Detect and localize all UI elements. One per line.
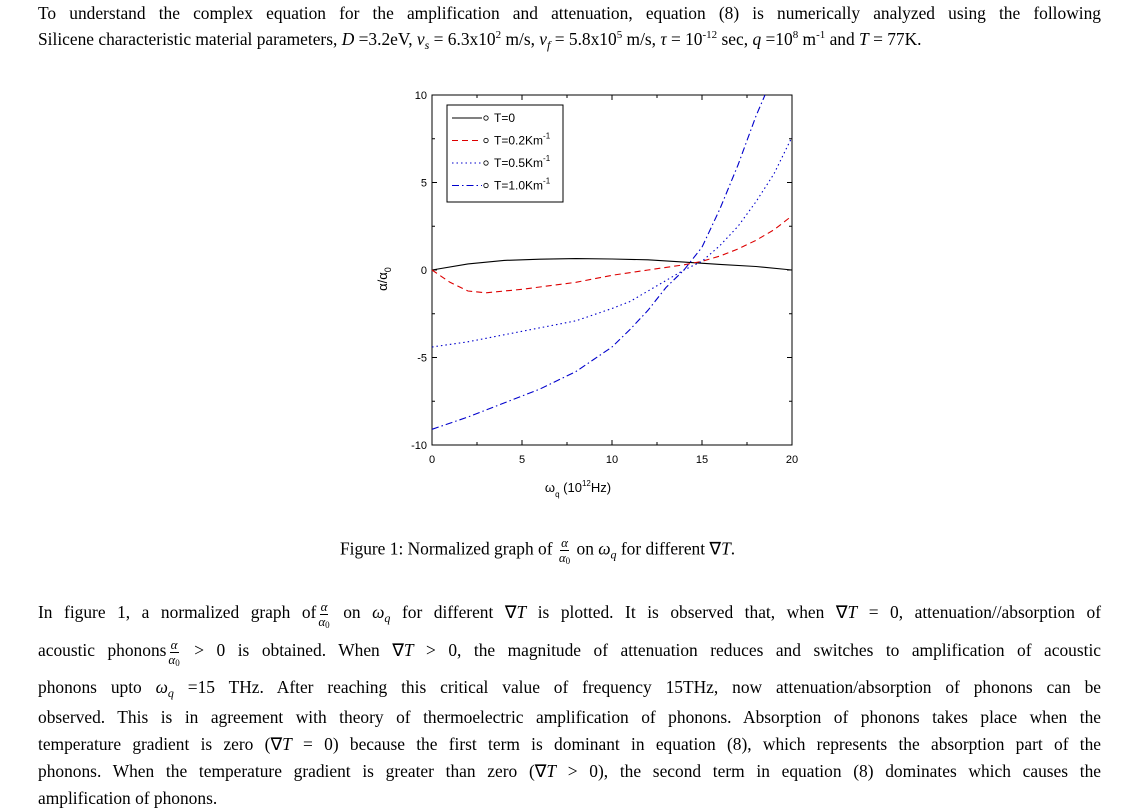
figure-1-chart: [360, 82, 810, 502]
body-line-2: acoustic phonons $\frac{\alpha}{\alpha_0}$ > 0 is obtained. When ∇T > 0, the magnitude of attenuation reduces and switches to amplification of acoustic: [38, 636, 1102, 668]
body-line-7: amplification of phonons.: [38, 788, 218, 808]
series-line-1: [432, 216, 792, 293]
legend-label-3: $T=1.0Km^{-1}$: [494, 176, 551, 193]
discussion-paragraph: [38, 594, 1101, 812]
y-tick-label: -5: [417, 352, 427, 365]
legend-label-2: $T=0.5Km^{-1}$: [494, 154, 551, 170]
y-axis-label: $\alpha/\alpha_0$: [375, 267, 393, 291]
body-line-5: temperature gradient is zero (∇T = 0) because the first term is dominant in equation (8), which represents the absorption part of the: [38, 734, 1102, 754]
x-tick-label: 5: [518, 454, 526, 466]
legend: [447, 105, 563, 202]
body-line-6: phonons. When the temperature gradient is greater than zero (∇T > 0), the second term in equation (8) dominates which causes the: [38, 761, 1101, 781]
intro-paragraph: [38, 0, 1101, 52]
intro-line-2: Silicene characteristic material parameters, D =3.2eV, $v_s = 6.3x10^2$ m/s, $v_f = 5.8x10^5$ m/s, $\tau = 10^{-12}$ sec, $q =10^8$ $m^{-1}$ and T = 77K.: [38, 29, 922, 52]
body-line-3: phonons upto $\omega_q =15$ THz. After reaching this critical value of frequency 15THz, now attenuation/absorption of phonons can be: [38, 677, 1101, 700]
legend-label-0: T=0: [494, 111, 516, 125]
x-tick-label: 15: [695, 454, 709, 466]
body-line-1: In figure 1, a normalized graph of $\frac{\alpha}{\alpha_0}$ on $\omega_q$ for different ∇T is plotted. It is observed that, when ∇T = 0, attenuation//absorption of: [38, 598, 1101, 630]
x-axis-label: $\omega_q$ $(10^{12}Hz)$: [544, 479, 612, 499]
caption-fraction: $\frac{\alpha}{\alpha_0}$: [558, 535, 571, 566]
legend-label-1: $T=0.2Km^{-1}$: [494, 131, 551, 148]
y-tick-label: 0: [420, 265, 427, 277]
y-tick-label: -10: [411, 440, 427, 452]
x-tick-label: 20: [785, 454, 799, 466]
y-tick-label: 10: [414, 90, 427, 102]
figure-caption: Figure 1: Normalized graph of $\frac{\alpha}{\alpha_0}$ on $\omega_q$ for different ∇T.: [340, 535, 736, 566]
x-tick-label: 0: [428, 454, 436, 466]
x-tick-label: 10: [605, 454, 619, 466]
y-tick-label: 5: [420, 177, 427, 190]
series-line-0: [432, 259, 792, 270]
intro-line-1: To understand the complex equation for the amplification and attenuation, equation (8) is numerically analyzed using the following: [38, 3, 1101, 23]
body-line-4: observed. This is in agreement with theory of thermoelectric amplification of phonons. Absorption of phonons takes place when the: [38, 707, 1101, 727]
